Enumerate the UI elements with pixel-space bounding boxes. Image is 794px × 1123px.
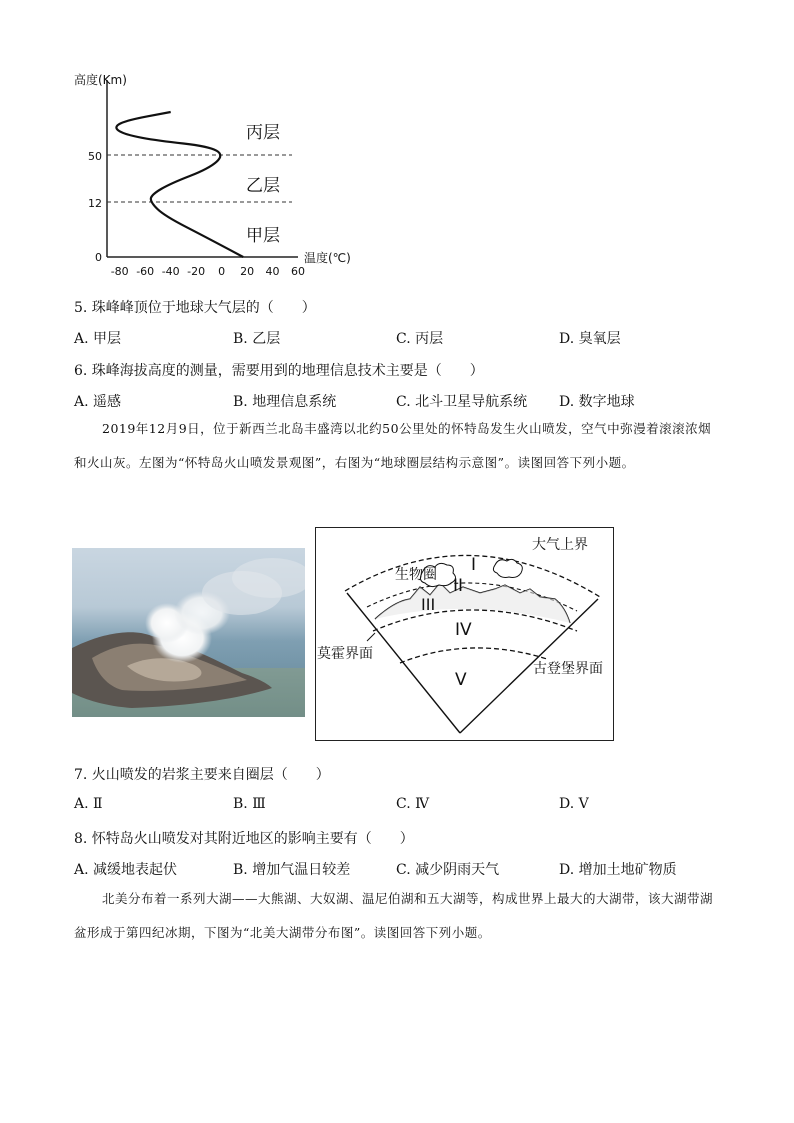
q7-option-a[interactable]: A. Ⅱ (74, 796, 103, 812)
x-tick-label: 0 (218, 265, 226, 278)
earth-layers-diagram (315, 527, 614, 741)
x-tick-label: 60 (291, 265, 305, 278)
x-tick-label: -40 (161, 265, 180, 278)
layer-label-bing: 丙层 (246, 123, 280, 143)
label-layer-ii: II (453, 576, 464, 596)
y-tick-label: 0 (95, 251, 102, 264)
label-atmosphere-top: 大气上界 (532, 537, 588, 553)
q7-option-b[interactable]: B. Ⅲ (233, 796, 266, 812)
x-tick-label: 20 (240, 265, 255, 278)
label-moho: 莫霍界面 (317, 646, 373, 662)
temperature-curve (116, 112, 243, 257)
label-layer-v: V (455, 670, 467, 690)
label-biosphere: 生物圈 (395, 567, 437, 583)
y-axis-label: 高度(Km) (74, 73, 127, 87)
x-tick-labels (111, 265, 305, 278)
x-axis-label: 温度(℃) (304, 251, 351, 265)
label-layer-iv: IV (455, 620, 472, 640)
y-tick-label: 50 (88, 150, 102, 163)
q5-option-b[interactable]: B. 乙层 (233, 331, 281, 347)
x-tick-label: -80 (110, 265, 129, 278)
q8-option-d[interactable]: D. 增加土地矿物质 (559, 862, 677, 878)
q8-option-a[interactable]: A. 减缓地表起伏 (74, 862, 178, 878)
q8-option-c[interactable]: C. 减少阴雨天气 (396, 862, 500, 878)
question-8-stem: 8. 怀特岛火山喷发对其附近地区的影响主要有（ ） (74, 831, 414, 847)
q7-option-c[interactable]: C. Ⅳ (396, 796, 430, 812)
label-layer-iii: III (421, 595, 436, 614)
q6-option-d[interactable]: D. 数字地球 (559, 394, 635, 410)
x-tick-label: 40 (265, 265, 280, 278)
volcano-photo (72, 548, 305, 717)
question-7-stem: 7. 火山喷发的岩浆主要来自圈层（ ） (74, 767, 330, 783)
q6-option-b[interactable]: B. 地理信息系统 (233, 394, 337, 410)
x-tick-label: -20 (187, 265, 206, 278)
q7-option-d[interactable]: D. Ⅴ (559, 796, 589, 812)
passage-north-america-lakes: 北美分布着一系列大湖——大熊湖、大奴湖、温尼伯湖和五大湖等，构成世界上最大的大湖带，该大湖带湖盆形成于第四纪冰期，下图为“北美大湖带分布图”。读图回答下列小题。 (74, 891, 714, 940)
q8-option-b[interactable]: B. 增加气温日较差 (233, 862, 351, 878)
q5-option-a[interactable]: A. 甲层 (74, 331, 122, 347)
x-tick-label: -60 (136, 265, 155, 278)
question-6-stem: 6. 珠峰海拔高度的测量，需要用到的地理信息技术主要是（ ） (74, 363, 484, 379)
y-tick-label: 12 (88, 197, 102, 210)
q5-option-d[interactable]: D. 臭氧层 (559, 331, 621, 347)
q6-option-a[interactable]: A. 遥感 (74, 394, 122, 410)
q5-option-c[interactable]: C. 丙层 (396, 331, 444, 347)
passage-white-island: 2019年12月9日，位于新西兰北岛丰盛湾以北约50公里处的怀特岛发生火山喷发，空气中弥漫着滚滚浓烟和火山灰。左图为“怀特岛火山喷发景观图”，右图为“地球圈层结构示意图”。读图回答下列小题。 (74, 421, 712, 470)
layer-label-jia: 甲层 (246, 226, 280, 246)
label-layer-i: I (471, 555, 477, 575)
layer-label-yi: 乙层 (246, 176, 280, 196)
question-5-stem: 5. 珠峰峰顶位于地球大气层的（ ） (74, 300, 316, 316)
atmosphere-temperature-chart (60, 62, 380, 284)
q6-option-c[interactable]: C. 北斗卫星导航系统 (396, 394, 528, 410)
label-gutenberg: 古登堡界面 (533, 661, 603, 677)
